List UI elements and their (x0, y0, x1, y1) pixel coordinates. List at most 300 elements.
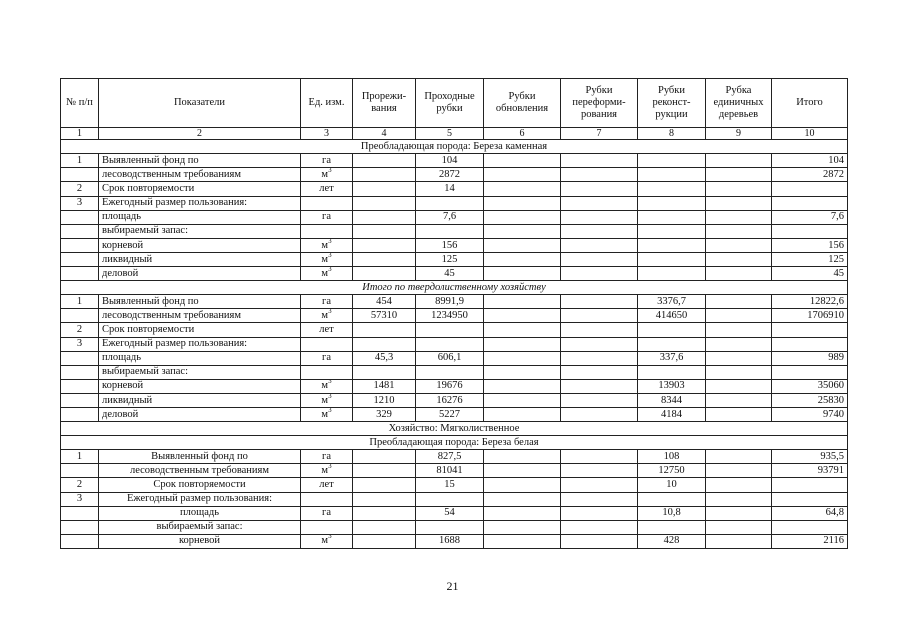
total-cell: 45 (772, 267, 848, 281)
commercial-thinning-cell: 1688 (416, 534, 484, 548)
total-cell: 156 (772, 238, 848, 252)
reconstruction-cutting-cell (638, 210, 706, 224)
reconstruction-cutting-cell: 414650 (638, 309, 706, 323)
single-tree-cutting-cell (706, 365, 772, 379)
renewal-cutting-cell (484, 267, 561, 281)
thinning-cell (353, 337, 416, 351)
single-tree-cutting-cell (706, 478, 772, 492)
single-tree-cutting-cell (706, 450, 772, 464)
indicator-cell: выбираемый запас: (99, 365, 301, 379)
reformation-cutting-cell (561, 365, 638, 379)
unit-cell (301, 379, 353, 393)
unit-cell (301, 351, 353, 365)
reconstruction-cutting-cell: 4184 (638, 407, 706, 421)
total-cell (772, 337, 848, 351)
thinning-cell (353, 534, 416, 548)
section-title: Преобладающая порода: Береза каменная (61, 140, 848, 154)
table-row (61, 309, 848, 323)
unit-cell (301, 393, 353, 407)
renewal-cutting-cell (484, 168, 561, 182)
table-row (61, 450, 848, 464)
unit-text: м (321, 408, 329, 420)
indicator-cell: площадь (99, 210, 301, 224)
thinning-cell (353, 182, 416, 196)
reformation-cutting-cell (561, 379, 638, 393)
row-number-cell (61, 365, 99, 379)
commercial-thinning-cell: 104 (416, 154, 484, 168)
thinning-cell (353, 168, 416, 182)
single-tree-cutting-cell (706, 168, 772, 182)
renewal-cutting-cell (484, 520, 561, 534)
reconstruction-cutting-cell (638, 238, 706, 252)
table-row (61, 196, 848, 210)
reconstruction-cutting-cell: 3376,7 (638, 295, 706, 309)
commercial-thinning-cell: 19676 (416, 379, 484, 393)
thinning-cell (353, 520, 416, 534)
reformation-cutting-cell (561, 238, 638, 252)
indicator-cell: ликвидный (99, 252, 301, 266)
commercial-thinning-cell: 7,6 (416, 210, 484, 224)
unit-cell (301, 309, 353, 323)
reconstruction-cutting-cell (638, 168, 706, 182)
commercial-thinning-cell (416, 492, 484, 506)
thinning-cell: 57310 (353, 309, 416, 323)
single-tree-cutting-cell (706, 492, 772, 506)
unit-cell (301, 506, 353, 520)
reformation-cutting-cell (561, 478, 638, 492)
reconstruction-cutting-cell: 428 (638, 534, 706, 548)
single-tree-cutting-cell (706, 323, 772, 337)
unit-cell (301, 464, 353, 478)
renewal-cutting-cell (484, 393, 561, 407)
table-row (61, 323, 848, 337)
renewal-cutting-cell (484, 450, 561, 464)
single-tree-cutting-cell (706, 379, 772, 393)
thinning-cell: 45,3 (353, 351, 416, 365)
commercial-thinning-cell: 827,5 (416, 450, 484, 464)
reconstruction-cutting-cell: 13903 (638, 379, 706, 393)
total-cell: 12822,6 (772, 295, 848, 309)
header-cell: Рубки обновления (484, 79, 561, 128)
table-row (61, 295, 848, 309)
thinning-cell (353, 252, 416, 266)
reformation-cutting-cell (561, 224, 638, 238)
single-tree-cutting-cell (706, 520, 772, 534)
row-number-cell (61, 168, 99, 182)
row-number-cell (61, 393, 99, 407)
single-tree-cutting-cell (706, 182, 772, 196)
column-number: 9 (706, 128, 772, 140)
total-cell (772, 492, 848, 506)
section-title: Преобладающая порода: Береза белая (61, 436, 848, 450)
indicator-cell: площадь (99, 506, 301, 520)
total-cell: 2872 (772, 168, 848, 182)
page-number: 21 (446, 579, 459, 593)
unit-superscript: 3 (328, 407, 332, 414)
table-row (61, 464, 848, 478)
commercial-thinning-cell (416, 196, 484, 210)
table-row (61, 393, 848, 407)
reconstruction-cutting-cell (638, 267, 706, 281)
indicator-cell: площадь (99, 351, 301, 365)
column-number: 5 (416, 128, 484, 140)
renewal-cutting-cell (484, 534, 561, 548)
row-number-cell: 2 (61, 182, 99, 196)
total-cell (772, 478, 848, 492)
reconstruction-cutting-cell (638, 154, 706, 168)
total-cell: 35060 (772, 379, 848, 393)
reformation-cutting-cell (561, 252, 638, 266)
row-number-cell (61, 210, 99, 224)
unit-superscript: 3 (328, 308, 332, 315)
reconstruction-cutting-cell (638, 365, 706, 379)
section-header-row (61, 140, 848, 154)
single-tree-cutting-cell (706, 295, 772, 309)
commercial-thinning-cell: 45 (416, 267, 484, 281)
unit-text: м (321, 535, 329, 547)
column-number: 8 (638, 128, 706, 140)
commercial-thinning-cell (416, 323, 484, 337)
header-cell: Ед. изм. (301, 79, 353, 128)
indicator-cell: Выявленный фонд по (99, 295, 301, 309)
indicator-cell: Выявленный фонд по (99, 450, 301, 464)
thinning-cell (353, 267, 416, 281)
unit-cell (301, 182, 353, 196)
single-tree-cutting-cell (706, 337, 772, 351)
column-number: 7 (561, 128, 638, 140)
thinning-cell (353, 492, 416, 506)
renewal-cutting-cell (484, 351, 561, 365)
reformation-cutting-cell (561, 309, 638, 323)
thinning-cell: 1210 (353, 393, 416, 407)
indicator-cell: Выявленный фонд по (99, 154, 301, 168)
forest-use-table (60, 78, 848, 549)
row-number-cell: 3 (61, 196, 99, 210)
single-tree-cutting-cell (706, 351, 772, 365)
unit-cell (301, 210, 353, 224)
indicator-cell: лесоводственным требованиям (99, 168, 301, 182)
commercial-thinning-cell: 54 (416, 506, 484, 520)
thinning-cell (353, 464, 416, 478)
total-cell: 2116 (772, 534, 848, 548)
row-number-cell (61, 309, 99, 323)
row-number-cell: 1 (61, 295, 99, 309)
unit-text: га (322, 352, 331, 364)
single-tree-cutting-cell (706, 309, 772, 323)
column-number-row (61, 128, 848, 140)
unit-text: лет (319, 479, 334, 491)
renewal-cutting-cell (484, 196, 561, 210)
reformation-cutting-cell (561, 337, 638, 351)
reformation-cutting-cell (561, 267, 638, 281)
thinning-cell (353, 365, 416, 379)
commercial-thinning-cell (416, 337, 484, 351)
unit-text: га (322, 507, 331, 519)
reformation-cutting-cell (561, 492, 638, 506)
table-row (61, 407, 848, 421)
row-number-cell: 1 (61, 154, 99, 168)
reformation-cutting-cell (561, 506, 638, 520)
total-cell: 9740 (772, 407, 848, 421)
header-cell: Рубка единичных деревьев (706, 79, 772, 128)
indicator-cell: корневой (99, 379, 301, 393)
single-tree-cutting-cell (706, 393, 772, 407)
reformation-cutting-cell (561, 520, 638, 534)
unit-superscript: 3 (328, 463, 332, 471)
total-cell: 64,8 (772, 506, 848, 520)
unit-cell (301, 534, 353, 548)
table-row (61, 520, 848, 534)
commercial-thinning-cell: 125 (416, 252, 484, 266)
section-title: Итого по твердолиственному хозяйству (61, 281, 848, 295)
thinning-cell (353, 210, 416, 224)
unit-cell (301, 450, 353, 464)
renewal-cutting-cell (484, 478, 561, 492)
unit-cell (301, 154, 353, 168)
unit-cell (301, 365, 353, 379)
thinning-cell (353, 450, 416, 464)
indicator-cell: деловой (99, 407, 301, 421)
total-cell (772, 365, 848, 379)
section-title: Хозяйство: Мягколиственное (61, 422, 848, 436)
total-cell: 989 (772, 351, 848, 365)
commercial-thinning-cell: 2872 (416, 168, 484, 182)
row-number-cell (61, 351, 99, 365)
unit-text: м (321, 380, 329, 392)
row-number-cell: 3 (61, 492, 99, 506)
unit-text: м (321, 309, 329, 321)
thinning-cell (353, 196, 416, 210)
reconstruction-cutting-cell (638, 224, 706, 238)
header-cell: Показатели (99, 79, 301, 128)
unit-cell (301, 295, 353, 309)
reformation-cutting-cell (561, 168, 638, 182)
unit-superscript: 3 (328, 252, 332, 259)
row-number-cell: 3 (61, 337, 99, 351)
table-row (61, 224, 848, 238)
column-number: 6 (484, 128, 561, 140)
unit-cell (301, 267, 353, 281)
column-number: 4 (353, 128, 416, 140)
reconstruction-cutting-cell: 12750 (638, 464, 706, 478)
unit-text: лет (319, 183, 334, 195)
table-row (61, 337, 848, 351)
reconstruction-cutting-cell: 8344 (638, 393, 706, 407)
table-row (61, 267, 848, 281)
commercial-thinning-cell: 81041 (416, 464, 484, 478)
single-tree-cutting-cell (706, 464, 772, 478)
section-header-row (61, 281, 848, 295)
commercial-thinning-cell: 1234950 (416, 309, 484, 323)
total-cell: 125 (772, 252, 848, 266)
reconstruction-cutting-cell (638, 323, 706, 337)
single-tree-cutting-cell (706, 196, 772, 210)
indicator-cell: Срок повторяемости (99, 323, 301, 337)
thinning-cell: 1481 (353, 379, 416, 393)
header-row (61, 79, 848, 128)
unit-text: лет (319, 324, 334, 336)
row-number-cell (61, 224, 99, 238)
reformation-cutting-cell (561, 534, 638, 548)
commercial-thinning-cell: 5227 (416, 407, 484, 421)
reformation-cutting-cell (561, 450, 638, 464)
column-number: 2 (99, 128, 301, 140)
unit-cell (301, 492, 353, 506)
indicator-cell: деловой (99, 267, 301, 281)
commercial-thinning-cell (416, 365, 484, 379)
row-number-cell (61, 464, 99, 478)
header-cell: Рубки переформи-рования (561, 79, 638, 128)
renewal-cutting-cell (484, 492, 561, 506)
indicator-cell: корневой (99, 534, 301, 548)
total-cell: 104 (772, 154, 848, 168)
commercial-thinning-cell: 15 (416, 478, 484, 492)
total-cell (772, 323, 848, 337)
indicator-cell: корневой (99, 238, 301, 252)
total-cell: 25830 (772, 393, 848, 407)
single-tree-cutting-cell (706, 210, 772, 224)
row-number-cell (61, 238, 99, 252)
unit-superscript: 3 (328, 379, 332, 386)
unit-superscript: 3 (328, 534, 332, 541)
reconstruction-cutting-cell: 10,8 (638, 506, 706, 520)
renewal-cutting-cell (484, 238, 561, 252)
reformation-cutting-cell (561, 154, 638, 168)
reformation-cutting-cell (561, 196, 638, 210)
unit-cell (301, 478, 353, 492)
renewal-cutting-cell (484, 252, 561, 266)
unit-text: га (322, 154, 331, 166)
reformation-cutting-cell (561, 464, 638, 478)
commercial-thinning-cell (416, 224, 484, 238)
table-row (61, 168, 848, 182)
unit-text: га (322, 211, 331, 223)
row-number-cell (61, 407, 99, 421)
commercial-thinning-cell (416, 520, 484, 534)
row-number-cell (61, 520, 99, 534)
single-tree-cutting-cell (706, 224, 772, 238)
header-cell: Рубки реконст-рукции (638, 79, 706, 128)
renewal-cutting-cell (484, 337, 561, 351)
renewal-cutting-cell (484, 295, 561, 309)
row-number-cell: 2 (61, 323, 99, 337)
renewal-cutting-cell (484, 379, 561, 393)
renewal-cutting-cell (484, 224, 561, 238)
unit-text: м (321, 253, 329, 265)
indicator-cell: Ежегодный размер пользования: (99, 196, 301, 210)
unit-superscript: 3 (328, 167, 332, 175)
header-cell: № п/п (61, 79, 99, 128)
indicator-cell: ликвидный (99, 393, 301, 407)
indicator-cell: выбираемый запас: (99, 520, 301, 534)
reformation-cutting-cell (561, 323, 638, 337)
header-cell: Прорежи-вания (353, 79, 416, 128)
total-cell: 93791 (772, 464, 848, 478)
indicator-cell: лесоводственным требованиям (99, 309, 301, 323)
reformation-cutting-cell (561, 351, 638, 365)
reconstruction-cutting-cell (638, 337, 706, 351)
reformation-cutting-cell (561, 210, 638, 224)
commercial-thinning-cell: 14 (416, 182, 484, 196)
renewal-cutting-cell (484, 182, 561, 196)
total-cell: 1706910 (772, 309, 848, 323)
commercial-thinning-cell: 8991,9 (416, 295, 484, 309)
renewal-cutting-cell (484, 323, 561, 337)
single-tree-cutting-cell (706, 154, 772, 168)
unit-text: м (321, 267, 329, 279)
indicator-cell: выбираемый запас: (99, 224, 301, 238)
renewal-cutting-cell (484, 464, 561, 478)
reformation-cutting-cell (561, 295, 638, 309)
table-row (61, 365, 848, 379)
table-row (61, 238, 848, 252)
unit-cell (301, 196, 353, 210)
unit-cell (301, 238, 353, 252)
single-tree-cutting-cell (706, 506, 772, 520)
reconstruction-cutting-cell (638, 196, 706, 210)
reformation-cutting-cell (561, 393, 638, 407)
thinning-cell (353, 238, 416, 252)
thinning-cell (353, 224, 416, 238)
thinning-cell (353, 478, 416, 492)
indicator-cell: Срок повторяемости (99, 182, 301, 196)
unit-superscript: 3 (328, 238, 332, 245)
table-row (61, 210, 848, 224)
table-row (61, 252, 848, 266)
row-number-cell (61, 379, 99, 393)
row-number-cell (61, 267, 99, 281)
commercial-thinning-cell: 156 (416, 238, 484, 252)
thinning-cell (353, 506, 416, 520)
commercial-thinning-cell: 606,1 (416, 351, 484, 365)
single-tree-cutting-cell (706, 238, 772, 252)
unit-cell (301, 168, 353, 182)
indicator-cell: Ежегодный размер пользования: (99, 492, 301, 506)
single-tree-cutting-cell (706, 534, 772, 548)
renewal-cutting-cell (484, 210, 561, 224)
single-tree-cutting-cell (706, 267, 772, 281)
unit-cell (301, 337, 353, 351)
total-cell (772, 520, 848, 534)
header-cell: Проходные рубки (416, 79, 484, 128)
unit-cell (301, 520, 353, 534)
renewal-cutting-cell (484, 506, 561, 520)
reformation-cutting-cell (561, 407, 638, 421)
commercial-thinning-cell: 16276 (416, 393, 484, 407)
row-number-cell (61, 534, 99, 548)
table-row (61, 534, 848, 548)
row-number-cell (61, 506, 99, 520)
renewal-cutting-cell (484, 309, 561, 323)
total-cell (772, 196, 848, 210)
single-tree-cutting-cell (706, 252, 772, 266)
row-number-cell: 1 (61, 450, 99, 464)
thinning-cell (353, 323, 416, 337)
unit-text: га (322, 450, 331, 462)
total-cell (772, 182, 848, 196)
total-cell (772, 224, 848, 238)
reconstruction-cutting-cell (638, 252, 706, 266)
unit-text: м (321, 169, 329, 181)
thinning-cell: 454 (353, 295, 416, 309)
renewal-cutting-cell (484, 154, 561, 168)
unit-text: га (322, 295, 331, 307)
renewal-cutting-cell (484, 365, 561, 379)
table-row (61, 379, 848, 393)
unit-cell (301, 407, 353, 421)
column-number: 10 (772, 128, 848, 140)
unit-text: м (321, 394, 329, 406)
